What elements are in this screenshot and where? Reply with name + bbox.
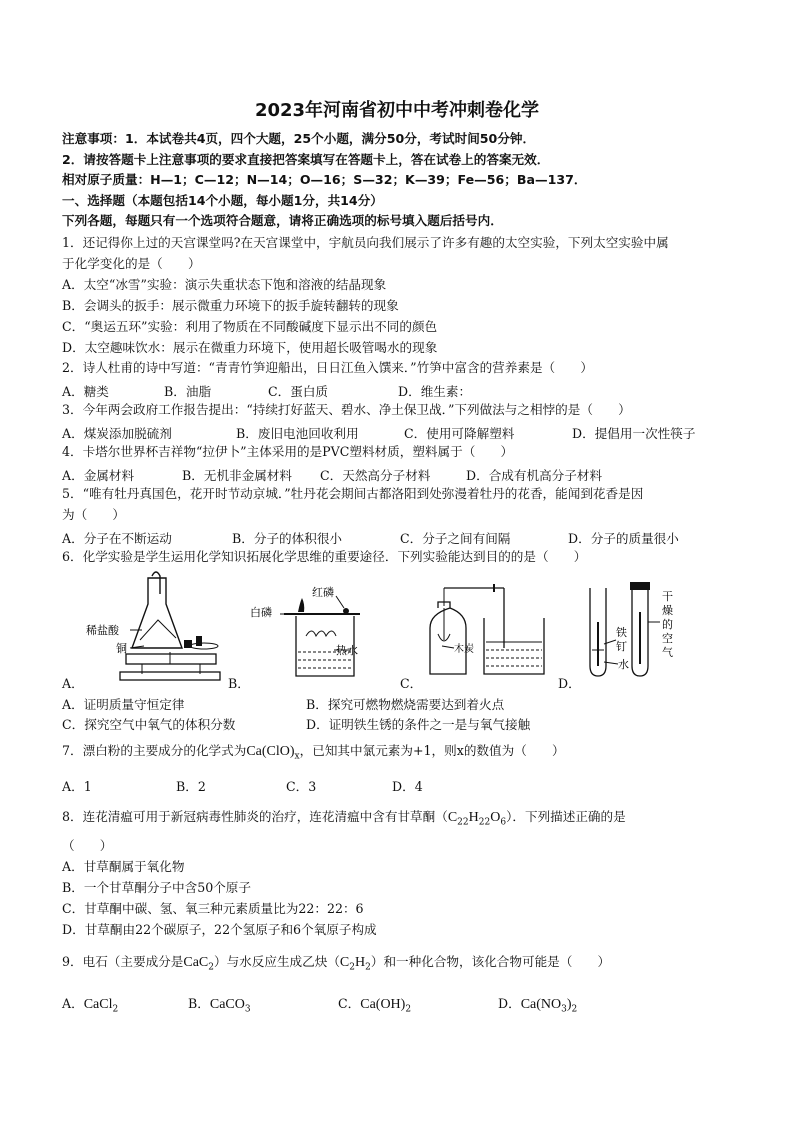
q3-stem: 3．今年两会政府工作报告提出：“持续打好蓝天、碧水、净土保卫战．”下列做法与之相悖的是（ ） (62, 402, 631, 417)
fig-d-label-dry3: 的 (662, 618, 673, 631)
section-instructions: 下列各题，每题只有一个选项符合题意，请将正确选项的标号填入题后括号内． (62, 213, 503, 228)
q2-option-b: B．油脂 (164, 384, 212, 399)
fig-d-label-nail: 钉 (616, 640, 627, 653)
q3-option-a: A．煤炭添加脱硫剂 (62, 426, 172, 441)
fig-d-label-air1: 空 (662, 632, 673, 645)
q8-formula-o-sub: 6 (500, 817, 507, 828)
fig-d-label-dry2: 燥 (662, 604, 673, 617)
q5-option-a: A．分子在不断运动 (62, 531, 172, 546)
q5-stem-line1: 5．“唯有牡丹真国色，花开时节动京城．”牡丹花会期间古都洛阳到处弥漫着牡丹的花香，能闻到花香是因 (62, 486, 644, 501)
q4-option-b: B．无机非金属材料 (182, 468, 293, 483)
q7-stem (62, 743, 565, 765)
q9-option-a (62, 993, 118, 1015)
q9-c2h2-h: H (355, 955, 366, 970)
fig-b-label-white-p: 白磷 (250, 606, 272, 619)
q1-stem-line2: 于化学变化的是（ ） (62, 256, 201, 271)
q3-option-b: B．废旧电池回收利用 (236, 426, 359, 441)
q6-option-a: A．证明质量守恒定律 (62, 697, 185, 712)
q8-formula-c-sub: 22 (457, 817, 469, 828)
q6-fig-d-label: D． (558, 676, 581, 691)
q9-stem-mid: ）与水反应生成乙炔（ (213, 954, 340, 969)
q8-option-a: A．甘草酮属于氧化物 (62, 859, 185, 874)
q4-option-a: A．金属材料 (62, 468, 135, 483)
q5-stem-line2: 为（ ） (62, 507, 125, 522)
q6-option-d: D．证明铁生锈的条件之一是与氧气接触 (306, 717, 531, 732)
q5-option-d: D．分子的质量很小 (568, 531, 679, 546)
q9-a-sub: 2 (112, 1004, 119, 1015)
fig-d-label-dry1: 干 (662, 590, 673, 603)
q9-option-c (338, 993, 411, 1015)
notice-line-2: 2．请按答题卡上注意事项的要求直接把答案填写在答题卡上，答在试卷上的答案无效． (62, 152, 550, 167)
q6-option-c: C．探究空气中氧气的体积分数 (62, 717, 236, 732)
q7-formula-sub: x (294, 751, 300, 762)
q6-fig-c-label: C． (400, 676, 423, 691)
q2-stem: 2．诗人杜甫的诗中写道：“青青竹笋迎船出，日日江鱼入馔来．”竹笋中富含的营养素是（ ） (62, 360, 593, 375)
q5-option-c: C．分子之间有间隔 (400, 531, 511, 546)
q8-formula-o: O (490, 810, 501, 825)
q7-formula: Ca(ClO) (246, 744, 295, 759)
q9-c-sub: 2 (405, 1004, 412, 1015)
q8-option-b: B．一个甘草酮分子中含50个原子 (62, 880, 251, 895)
q7-option-b: B．2 (176, 779, 206, 794)
fig-b-label-red-p: 红磷 (312, 586, 334, 599)
q2-option-c: C．蛋白质 (268, 384, 329, 399)
fig-b-label-hot-water: 热水 (336, 644, 358, 657)
q9-d-formula: Ca(NO (520, 997, 562, 1012)
q8-formula-c: C (447, 810, 458, 825)
q4-option-d: D．合成有机高分子材料 (466, 468, 603, 483)
q4-stem: 4．卡塔尔世界杯吉祥物“拉伊卜”主体采用的是PVC塑料材质，塑料属于（ ） (62, 444, 514, 459)
q8-formula-h: H (468, 810, 479, 825)
q8-stem-line2: （ ） (62, 838, 113, 853)
fig-a-label-cu: 铜 (116, 642, 127, 655)
q6-fig-a-label: A． (62, 676, 84, 691)
q2-option-d: D．维生素： (398, 384, 472, 399)
q6-option-b: B．探究可燃物燃烧需要达到着火点 (306, 697, 505, 712)
q9-b-sub: 3 (244, 1004, 251, 1015)
fig-c-oxygen-apparatus (420, 578, 552, 682)
q6-stem: 6．化学实验是学生运用化学知识拓展化学思维的重要途径．下列实验能达到目的的是（ ） (62, 549, 587, 564)
fig-a-label-hcl: 稀盐酸 (86, 624, 119, 637)
q8-stem-post: ）．下列描述正确的是 (506, 809, 626, 824)
q9-d-sub: 3 (561, 1004, 567, 1015)
q5-option-b: B．分子的体积很小 (232, 531, 343, 546)
q9-c-formula: Ca(OH) (360, 997, 406, 1012)
q1-option-a: A．太空“冰雪”实验：演示失重状态下饱和溶液的结晶现象 (62, 277, 387, 292)
q2-option-a: A．糖类 (62, 384, 109, 399)
q9-c2h2-hsub: 2 (365, 962, 371, 973)
q7-option-d: D．4 (392, 779, 423, 794)
q1-option-b: B．会调头的扳手：展示微重力环境下的扳手旋转翻转的现象 (62, 298, 399, 313)
q7-stem-post: ，已知其中氯元素为+1，则x的数值为（ ） (299, 743, 565, 758)
q8-option-d: D．甘草酮由22个碳原子，22个氢原子和6个氧原子构成 (62, 922, 377, 937)
q9-stem (62, 954, 610, 976)
q9-option-d (498, 993, 577, 1015)
q1-option-c: C．“奥运五环”实验：利用了物质在不同酸碱度下显示出不同的颜色 (62, 319, 438, 334)
exam-title: 2023年河南省初中中考冲刺卷化学 (254, 100, 540, 121)
q9-d-label: D． (498, 996, 521, 1011)
q7-option-c: C．3 (286, 779, 317, 794)
q6-fig-b-label: B． (228, 676, 250, 691)
atomic-mass-line: 相对原子质量：H—1；C—12；N—14；O—16；S—32；K—39；Fe—56；Ba—137． (62, 172, 587, 187)
q9-b-formula: CaCO (209, 997, 245, 1012)
q9-stem-post: ）和一种化合物，该化合物可能是（ ） (370, 954, 611, 969)
fig-d-label-iron: 铁 (616, 626, 627, 639)
q1-option-d: D．太空趣味饮水：展示在微重力环境下，使用超长吸管喝水的现象 (62, 340, 438, 355)
q9-a-label: A． (62, 996, 84, 1011)
q9-stem-pre: 9．电石（主要成分是 (62, 954, 184, 969)
q9-c2h2-c: C (339, 955, 350, 970)
q9-cac2-sub: 2 (208, 962, 214, 973)
fig-d-rust-apparatus (582, 582, 692, 680)
fig-b-combustion-apparatus (250, 584, 380, 678)
q9-d-sub2: 2 (571, 1004, 578, 1015)
fig-c-label-charcoal: 木炭 (454, 644, 474, 655)
q8-stem (62, 809, 626, 831)
q3-option-c: C．使用可降解塑料 (404, 426, 515, 441)
q9-option-b (188, 993, 251, 1015)
notice-line-1: 注意事项：1．本试卷共4页，四个大题，25个小题，满分50分，考试时间50分钟． (62, 131, 536, 146)
q9-b-label: B． (188, 996, 210, 1011)
fig-d-label-air2: 气 (662, 646, 673, 659)
q9-c-label: C． (338, 996, 361, 1011)
fig-a-balance-apparatus (82, 568, 222, 686)
q9-cac2: CaC (183, 955, 209, 970)
q7-option-a: A．1 (62, 779, 92, 794)
q8-formula-h-sub: 22 (478, 817, 491, 828)
q8-option-c: C．甘草酮中碳、氢、氧三种元素质量比为22：22：6 (62, 901, 364, 916)
q8-stem-pre: 8．连花清瘟可用于新冠病毒性肺炎的治疗，连花清瘟中含有甘草酮（ (62, 809, 448, 824)
q9-c2h2-csub: 2 (349, 962, 355, 973)
q9-a-formula: CaCl (83, 997, 113, 1012)
q4-option-c: C．天然高分子材料 (320, 468, 431, 483)
q9-d-close: ) (566, 997, 572, 1012)
q3-option-d: D．提倡用一次性筷子 (572, 426, 696, 441)
fig-d-label-water: 水 (618, 658, 629, 671)
q1-stem-line1: 1．还记得你上过的天宫课堂吗?在天宫课堂中，宇航员向我们展示了许多有趣的太空实验，下列太空实验中属 (62, 235, 669, 250)
q7-stem-pre: 7．漂白粉的主要成分的化学式为 (62, 743, 247, 758)
section-heading: 一、选择题（本题包括14个小题，每小题1分，共14分） (62, 193, 383, 208)
